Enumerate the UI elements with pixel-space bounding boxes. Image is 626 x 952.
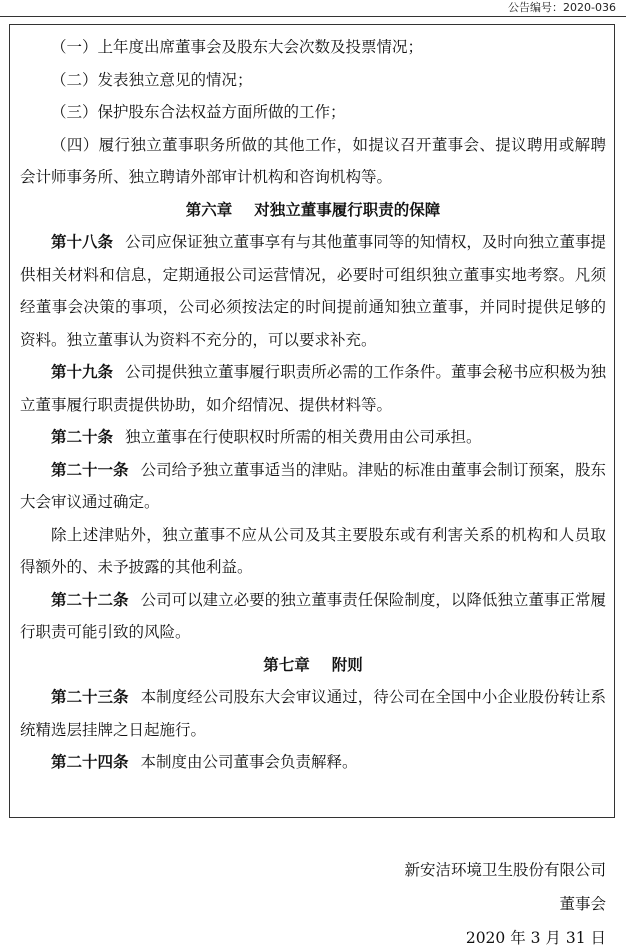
- article-21: [20, 454, 606, 519]
- list-item-3: （三）保护股东合法权益方面所做的工作；: [51, 103, 346, 121]
- article-18: [20, 226, 606, 356]
- chapter-7-heading: [20, 649, 606, 682]
- document-frame: [9, 24, 615, 818]
- article-19-text: 公司提供独立董事履行职责所必需的工作条件。董事会秘书应积极为独立董事履行职责提供协助，如介绍情况、提供材料等。: [20, 363, 606, 414]
- article-22-label: 第二十二条: [51, 589, 129, 609]
- article-20: [20, 421, 606, 454]
- article-20-label: 第二十条: [51, 427, 114, 446]
- article-19-label: 第十九条: [51, 362, 114, 381]
- article-22-text: 公司可以建立必要的独立董事责任保险制度，以降低独立董事正常履行职责可能引致的风险。: [20, 590, 606, 641]
- article-23-text: 本制度经公司股东大会审议通过，待公司在全国中小企业股份转让系统精选层挂牌之日起施行。: [20, 688, 606, 739]
- article-24-label: 第二十四条: [51, 752, 129, 771]
- document-body: [20, 31, 606, 779]
- chapter-7-number: 第七章: [263, 654, 310, 674]
- list-item-4: （四）履行独立董事职务所做的其他工作，如提议召开董事会、提议聘用或解聘会计师事务所、独立聘请外部审计机构和咨询机构等。: [20, 135, 606, 186]
- chapter-6-number: 第六章: [185, 199, 233, 219]
- article-24: [20, 746, 606, 779]
- article-21-extra: 除上述津贴外，独立董事不应从公司及其主要股东或有利害关系的机构和人员取得额外的、未予披露的其他利益。: [20, 525, 606, 576]
- article-23: [20, 681, 606, 746]
- article-20-text: 独立董事在行使职权时所需的相关费用由公司承担。: [125, 428, 482, 446]
- list-item-1: （一）上年度出席董事会及股东大会次数及投票情况；: [51, 38, 424, 56]
- header-divider: [0, 16, 626, 17]
- chapter-7-title: 附则: [331, 654, 363, 674]
- chapter-6-heading: [20, 194, 606, 227]
- article-23-label: 第二十三条: [51, 687, 129, 706]
- article-22: [20, 584, 606, 649]
- announcement-number: 公告编号：2020-036: [508, 1, 616, 14]
- article-18-label: 第十八条: [51, 232, 114, 251]
- article-24-text: 本制度由公司董事会负责解释。: [140, 753, 358, 771]
- article-21-text: 公司给予独立董事适当的津贴。津贴的标准由董事会制订预案，股东大会审议通过确定。: [20, 460, 606, 511]
- article-19: [20, 356, 606, 421]
- chapter-6-title: 对独立董事履行职责的保障: [254, 199, 441, 219]
- signature-company: 新安洁环境卫生股份有限公司: [404, 861, 606, 879]
- article-18-text: 公司应保证独立董事享有与其他董事同等的知情权，及时向独立董事提供相关材料和信息，定期通报公司运营情况，必要时可组织独立董事实地考察。凡须经董事会决策的事项，公司必须按法定的时间提前通知独立董事，并同时提供足够的资料。独立董事认为资料不充分的，可以要求补充。: [20, 233, 606, 349]
- article-21-label: 第二十一条: [51, 459, 129, 479]
- list-item-2: （二）发表独立意见的情况；: [51, 70, 253, 89]
- signature-date: 2020 年 3 月 31 日: [465, 929, 606, 947]
- signature-board: 董事会: [559, 895, 606, 913]
